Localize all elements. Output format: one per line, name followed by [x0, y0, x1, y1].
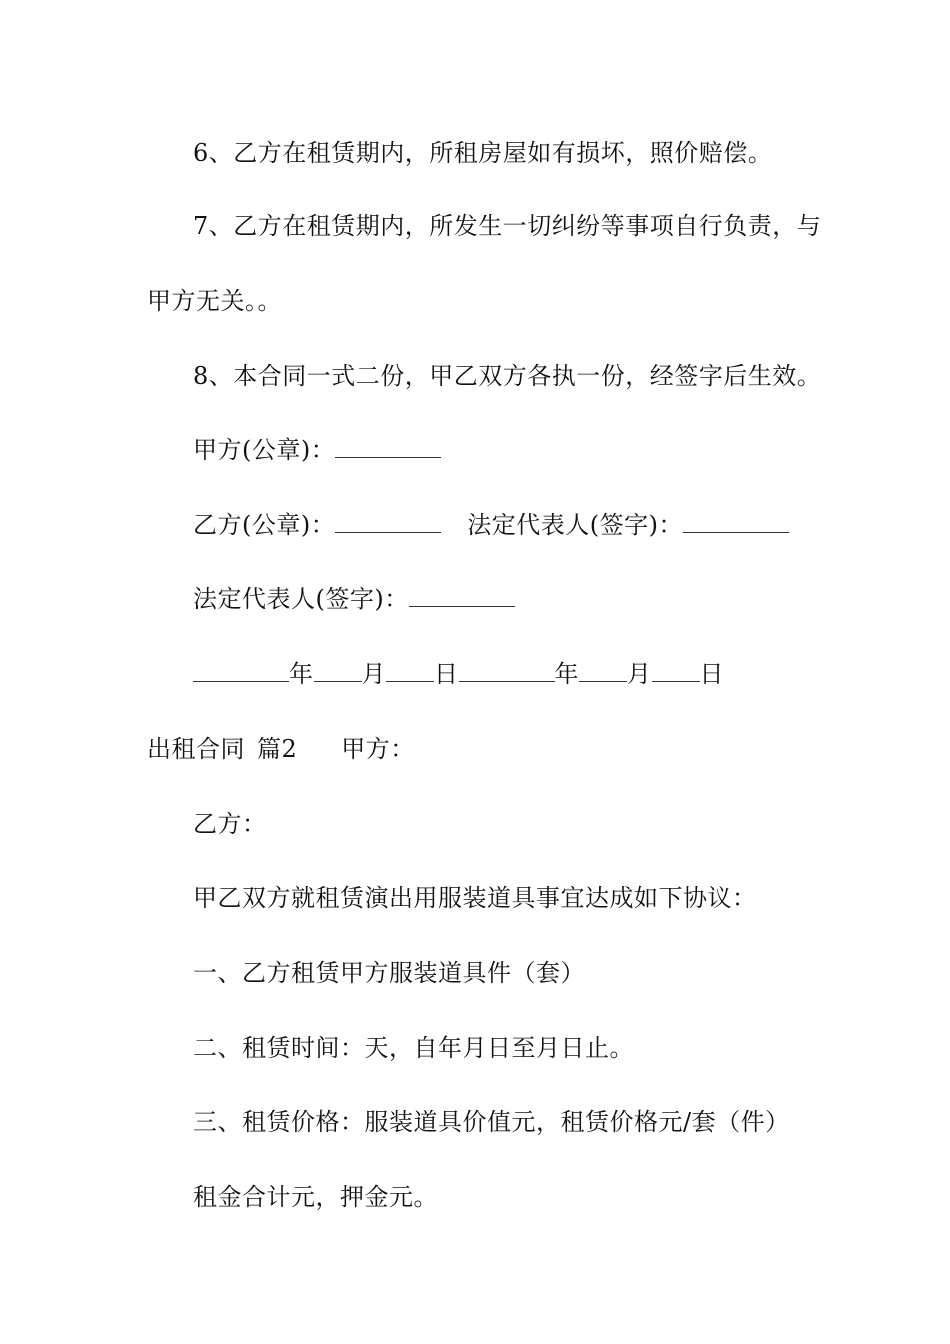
- party-a-signature-blank: [335, 435, 441, 458]
- contract-2-heading-line: [147, 734, 415, 764]
- contract-2-party-a: 甲方：: [341, 735, 415, 763]
- party-a-seal-label: 甲方(公章)：: [193, 436, 336, 464]
- contract-2-section: 篇2: [257, 735, 298, 763]
- contract-2-clause-1: 一、乙方租赁甲方服装道具件（套）: [193, 959, 585, 987]
- month-1-blank: [314, 659, 362, 682]
- clause-6: 6、乙方在租赁期内，所租房屋如有损坏，照价赔偿。: [193, 139, 773, 167]
- month-2-label: 月: [627, 660, 652, 688]
- legal-rep-1-signature-blank: [683, 510, 789, 533]
- party-b-seal-line: [193, 510, 789, 540]
- month-2-blank: [579, 659, 627, 682]
- clause-7-line-1: 7、乙方在租赁期内，所发生一切纠纷等事项自行负责，与: [193, 212, 822, 240]
- contract-2-clause-2: 二、租赁时间：天，自年月日至月日止。: [193, 1034, 634, 1062]
- date-line: [193, 659, 724, 689]
- clause-8: 8、本合同一式二份，甲乙双方各执一份，经签字后生效。: [193, 362, 822, 390]
- party-b-signature-blank: [335, 510, 441, 533]
- party-b-seal-label: 乙方(公章)：: [193, 511, 336, 539]
- year-2-label: 年: [554, 660, 579, 688]
- year-1-blank: [193, 659, 289, 682]
- party-a-seal-line: [193, 435, 441, 465]
- day-1-label: 日: [434, 660, 459, 688]
- contract-2-clause-3-line-2: 租金合计元，押金元。: [193, 1183, 438, 1211]
- contract-2-party-b: 乙方：: [193, 810, 267, 838]
- legal-rep-1-label: 法定代表人(签字)：: [467, 511, 683, 539]
- year-2-blank: [459, 659, 555, 682]
- legal-rep-2-label: 法定代表人(签字)：: [193, 585, 409, 613]
- day-1-blank: [386, 659, 434, 682]
- contract-2-intro: 甲乙双方就租赁演出用服装道具事宜达成如下协议：: [193, 884, 757, 912]
- legal-rep-2-signature-blank: [409, 584, 515, 607]
- day-2-blank: [652, 659, 700, 682]
- day-2-label: 日: [699, 660, 724, 688]
- legal-rep-2-line: [193, 584, 515, 614]
- contract-2-clause-3-line-1: 三、租赁价格：服装道具价值元，租赁价格元/套（件）: [193, 1108, 790, 1136]
- year-1-label: 年: [289, 660, 314, 688]
- contract-2-heading: 出租合同: [147, 735, 245, 763]
- month-1-label: 月: [361, 660, 386, 688]
- clause-7-line-2: 甲方无关。。: [147, 287, 282, 315]
